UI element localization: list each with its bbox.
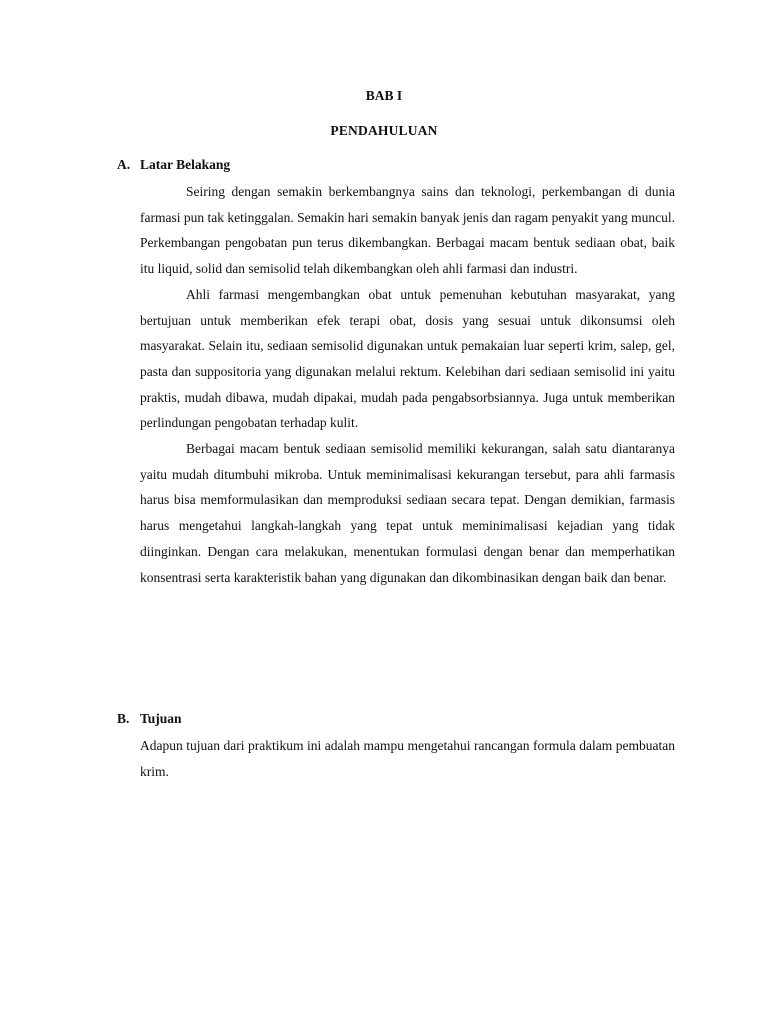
- section-letter: A.: [117, 157, 131, 172]
- section-title: Tujuan: [140, 711, 182, 726]
- section-body-tujuan: [140, 733, 675, 784]
- section-title: Latar Belakang: [140, 157, 231, 172]
- section-heading-tujuan: [117, 711, 182, 727]
- chapter-title: PENDAHULUAN: [330, 123, 438, 138]
- paragraph: Adapun tujuan dari praktikum ini adalah mampu mengetahui rancangan formula dalam pembuatan krim.: [140, 738, 675, 779]
- paragraph: Ahli farmasi mengembangkan obat untuk pemenuhan kebutuhan masyarakat, yang bertujuan untuk memberikan efek terapi obat, dosis yang sesuai untuk dikonsumsi oleh masyarakat. Selain itu, sediaan semisolid digunakan untuk pemakaian luar seperti krim, salep, gel, pasta dan suppositoria yang digunakan melalui rektum. Kelebihan dari sediaan semisolid ini yaitu praktis, mudah dibawa, mudah dipakai, mudah pada pengabsorbsiannya. Juga untuk memberikan perlindungan pengobatan terhadap kulit.: [140, 286, 675, 431]
- section-body-latar-belakang: [140, 179, 675, 590]
- paragraph: Berbagai macam bentuk sediaan semisolid memiliki kekurangan, salah satu diantaranya yaitu mudah ditumbuhi mikroba. Untuk meminimalisasi kekurangan tersebut, para ahli farmasis harus bisa memformulasikan dan memproduksi sediaan secara tepat. Dengan demikian, farmasis harus mengetahui langkah-langkah yang tepat untuk meminimalisasi kejadian yang tidak diinginkan. Dengan cara melakukan, menentukan formulasi dengan benar dan memperhatikan konsentrasi serta karakteristik bahan yang digunakan dan dikombinasikan dengan baik dan benar.: [140, 441, 675, 585]
- section-letter: B.: [117, 711, 130, 726]
- chapter-number: BAB I: [365, 88, 403, 103]
- section-heading-latar-belakang: [117, 157, 230, 173]
- paragraph: Seiring dengan semakin berkembangnya sains dan teknologi, perkembangan di dunia farmasi pun tak ketinggalan. Semakin hari semakin banyak jenis dan ragam penyakit yang muncul. Perkembangan pengobatan pun terus dikembangkan. Berbagai macam bentuk sediaan obat, baik itu liquid, solid dan semisolid telah dikembangkan oleh ahli farmasi dan industri.: [140, 184, 675, 277]
